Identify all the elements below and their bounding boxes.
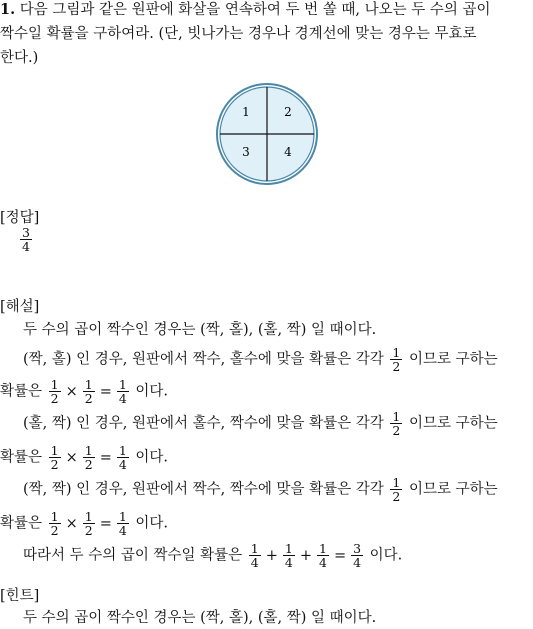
case3-text: (짝, 짝) 인 경우, 원판에서 짝수, 짝수에 맞을 확률은 각각 [23,481,384,498]
answer-numerator: 3 [22,225,30,240]
case1-line [23,346,498,373]
result-suffix: 이다. [135,383,169,400]
times-sign: × [65,383,78,400]
frac-num: 1 [84,443,93,458]
equals-sign: = [333,547,347,564]
sector-label-1: 1 [242,105,250,119]
frac-den: 4 [284,555,293,570]
question-line-1 [0,0,490,20]
sector-label-4: 4 [284,145,292,159]
case3-line [23,476,498,503]
explanation-label: [해설] [0,299,40,315]
final-suffix: 이다. [369,547,403,564]
answer-label: [정답] [0,210,40,226]
case3-tail: 이므로 구하는 [408,481,498,498]
times-sign: × [65,515,78,532]
frac-den: 2 [50,523,59,538]
frac-den: 2 [84,523,93,538]
frac-num: 1 [250,541,259,556]
frac-den: 4 [353,555,362,570]
frac-den: 4 [118,391,127,406]
frac-num: 1 [392,345,401,360]
frac-den: 4 [118,523,127,538]
frac-num: 1 [118,377,127,392]
frac-den: 2 [392,423,401,438]
result-prefix: 확률은 [0,515,43,532]
frac-num: 1 [50,377,59,392]
question-number: 1. [0,1,16,18]
frac-num: 1 [84,377,93,392]
frac-num: 1 [318,541,327,556]
frac-den: 2 [50,457,59,472]
question-line-3: 한다.) [0,50,39,66]
question-text-1: 다음 그림과 같은 원판에 화살을 연속하여 두 번 쏠 때, 나오는 두 수의 곱이 [19,2,491,18]
case1-result [0,378,168,405]
answer-value [18,226,34,253]
plus-sign: + [299,547,312,564]
plus-sign: + [265,547,278,564]
result-suffix: 이다. [135,449,169,466]
final-prefix: 따라서 두 수의 곱이 짝수일 확률은 [23,547,243,564]
question-line-2: 짝수일 확률을 구하여라. (단, 빗나가는 경우나 경계선에 맞는 경우는 무효로 [0,26,477,42]
dartboard-disc [214,81,320,187]
frac-den: 2 [392,489,401,504]
frac-num: 1 [118,509,127,524]
times-sign: × [65,449,78,466]
case2-line [23,410,498,437]
frac-den: 4 [318,555,327,570]
frac-num: 1 [392,409,401,424]
case2-text: (홀, 짝) 인 경우, 원판에서 홀수, 짝수에 맞을 확률은 각각 [23,415,384,432]
case1-text: (짝, 홀) 인 경우, 원판에서 짝수, 홀수에 맞을 확률은 각각 [23,351,384,368]
frac-num: 1 [84,509,93,524]
hint-line-1: 두 수의 곱이 짝수인 경우는 (짝, 홀), (홀, 짝) 일 때이다. [23,610,377,626]
sector-label-2: 2 [284,105,292,119]
frac-num: 1 [118,443,127,458]
answer-fraction [20,226,32,253]
frac-den: 2 [392,359,401,374]
frac-num: 1 [50,443,59,458]
hint-label: [힌트] [0,588,40,604]
case1-tail: 이므로 구하는 [408,351,498,368]
frac-den: 2 [84,457,93,472]
equals-sign: = [99,515,112,532]
case2-tail: 이므로 구하는 [408,415,498,432]
frac-den: 2 [50,391,59,406]
result-suffix: 이다. [135,515,169,532]
frac-num: 3 [353,541,362,556]
frac-num: 1 [50,509,59,524]
answer-denominator: 4 [22,239,30,254]
result-prefix: 확률은 [0,449,43,466]
frac-den: 2 [84,391,93,406]
final-line [23,542,402,569]
frac-num: 1 [392,475,401,490]
frac-num: 1 [284,541,293,556]
equals-sign: = [99,383,112,400]
explanation-line-1: 두 수의 곱이 짝수인 경우는 (짝, 홀), (홀, 짝) 일 때이다. [23,322,377,338]
result-prefix: 확률은 [0,383,43,400]
sector-label-3: 3 [242,145,250,159]
frac-den: 4 [250,555,259,570]
frac-den: 4 [118,457,127,472]
case2-result [0,444,168,471]
equals-sign: = [99,449,112,466]
case3-result [0,510,168,537]
